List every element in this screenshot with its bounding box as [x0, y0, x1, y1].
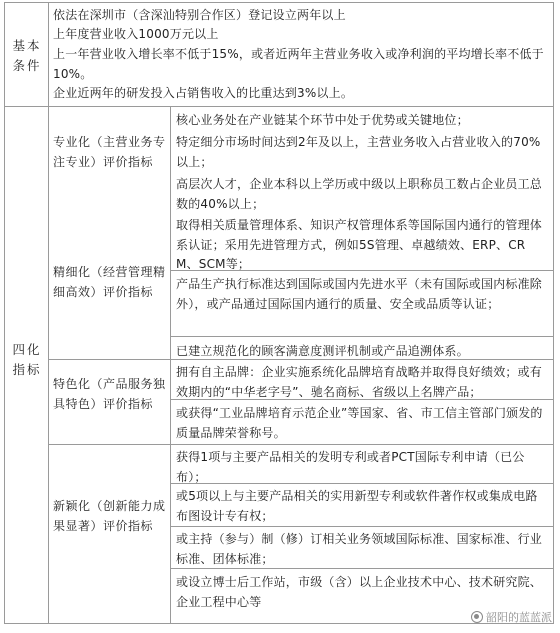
jingxi-item-2: 已建立规范化的顾客满意度测评机制或产品追溯体系。	[176, 344, 469, 358]
category-xinying: 新颖化（创新能力成果显著）评价指标	[53, 499, 166, 533]
item-divider-2	[170, 336, 553, 337]
xinying-item-4: 或设立博士后工作站，市级（含）以上企业技术中心、技术研究院、企业工程中心等	[176, 575, 543, 609]
watermark	[471, 609, 552, 625]
basic-line-1: 依法在深圳市（含深汕特别合作区）登记设立两年以上	[53, 8, 346, 22]
xinying-item-2: 或5项以上与主要产品相关的实用新型专利或软件著作权或集成电路布图设计专有权；	[176, 489, 538, 523]
col-divider-category	[170, 106, 171, 624]
item-divider-5	[170, 526, 553, 527]
basic-line-4: 企业近两年的研发投入占销售收入的比重达到3%以上。	[53, 86, 354, 100]
table-border-left	[4, 2, 5, 624]
zhuanye-item-2: 特定细分市场时间达到2年及以上，主营业务收入占营业收入的70%以上；	[176, 135, 541, 169]
table-border-right	[553, 2, 554, 624]
tese-item-1: 拥有自主品牌：企业实施系统化品牌培育战略并取得良好绩效；或有效期内的“中华老字号”、驰名商标、省级以上名牌产品；	[176, 365, 543, 399]
zhuanye-item-1: 核心业务处在产业链某个环节中处于优势或关键地位；	[176, 113, 469, 127]
xinying-item-1: 获得1项与主要产品相关的发明专利或者PCT国际专利申请（已公布）；	[176, 450, 525, 484]
jingxi-item-1: 产品生产执行标准达到国际或国内先进水平（未有国际或国内标准除外），或产品通过国际国内通行的质量、安全或品质等认证；	[176, 277, 543, 311]
category-jingxi: 精细化（经营管理精细高效）评价指标	[53, 265, 166, 299]
zhuanye-item-3: 高层次人才，企业本科以上学历或中级以上职称员工数占企业员工总数的40%以上；	[176, 177, 543, 211]
table-border-top	[4, 2, 553, 3]
xinying-item-3: 或主持（参与）制（修）订相关业务领域国际标准、国家标准、行业标准、团体标准；	[176, 532, 543, 566]
basic-conditions-label: 基本 条件	[12, 38, 42, 73]
basic-line-3: 上一年营业收入增长率不低于15%，或者近两年主营业务收入或净利润的平均增长率不低于10%。	[53, 47, 544, 81]
col-divider-label	[48, 2, 49, 624]
category-tese: 特色化（产品服务独具特色）评价指标	[53, 377, 166, 411]
row-divider-main	[4, 106, 553, 107]
tese-item-2: 或获得“工业品牌培育示范企业”等国家、省、市工信主管部门颁发的质量品牌荣誉称号。	[176, 406, 543, 440]
category-zhuanye: 专业化（主营业务专注专业）评价指标	[53, 135, 166, 169]
basic-line-2: 上年度营业收入1000万元以上	[53, 27, 219, 41]
wechat-logo-icon	[471, 611, 483, 623]
four-metrics-label: 四化 指标	[12, 342, 42, 377]
group-divider-xinying	[48, 444, 553, 445]
watermark-text: 韶阳的蓝蓝派	[486, 611, 552, 624]
zhuanye-item-4: 取得相关质量管理体系、知识产权管理体系等国际国内通行的管理体系认证；采用先进管理方式，例如5S管理、卓越绩效、ERP、CRM、SCM等；	[176, 218, 543, 271]
